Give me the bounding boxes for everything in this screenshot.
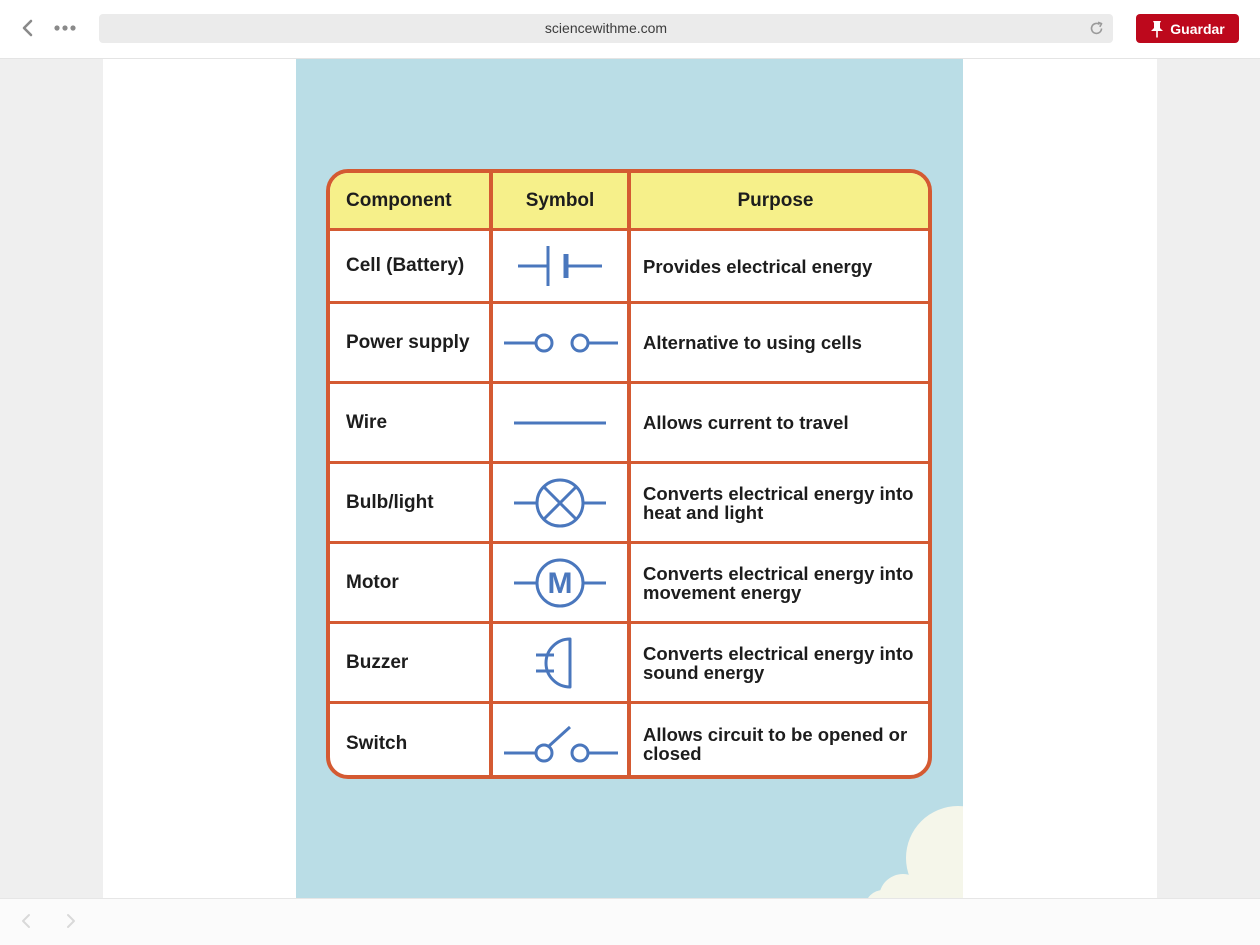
back-button[interactable] (14, 14, 42, 42)
table-row (330, 541, 928, 621)
table-row (330, 621, 928, 701)
address-bar[interactable] (99, 14, 1113, 43)
table-row (330, 461, 928, 541)
table-row (330, 701, 928, 779)
header-symbol: Symbol (493, 173, 631, 228)
wire-symbol-icon (510, 413, 610, 433)
component-purpose: Allows circuit to be opened or closed (643, 723, 908, 764)
save-button-label: Guardar (1170, 20, 1225, 37)
bottom-navigation-bar (0, 898, 1260, 945)
chevron-right-icon (61, 911, 81, 931)
pin-closeup-panel (103, 59, 1157, 898)
symbol-cell (493, 544, 631, 621)
component-purpose: Converts electrical energy into sound energy (643, 642, 914, 683)
symbol-cell (493, 384, 631, 461)
cloud-illustration (863, 798, 963, 898)
table-row (330, 301, 928, 381)
component-purpose: Provides electrical energy (643, 255, 873, 277)
symbol-cell (493, 231, 631, 301)
component-name: Buzzer (330, 624, 493, 701)
symbol-cell (493, 624, 631, 701)
component-name: Bulb/light (330, 464, 493, 541)
table-row (330, 228, 928, 301)
motor-symbol-letter: M (547, 566, 573, 600)
previous-pin-button[interactable] (16, 911, 36, 931)
next-pin-button[interactable] (61, 911, 81, 931)
pushpin-icon (1150, 20, 1164, 38)
more-options-button[interactable] (52, 14, 80, 42)
browser-toolbar (0, 0, 1260, 59)
reload-button[interactable] (1088, 20, 1105, 37)
component-name: Power supply (330, 304, 493, 381)
save-button[interactable] (1136, 14, 1239, 43)
component-name: Wire (330, 384, 493, 461)
header-purpose: Purpose (737, 190, 814, 211)
cell-symbol-icon (510, 241, 610, 291)
symbol-cell (493, 464, 631, 541)
buzzer-symbol-icon (530, 635, 590, 691)
power-supply-symbol-icon (500, 323, 620, 363)
circuit-symbols-table (326, 169, 932, 779)
header-component: Component (330, 173, 493, 228)
chevron-left-icon (14, 14, 42, 42)
component-name: Switch (330, 704, 493, 779)
component-name: Motor (330, 544, 493, 621)
component-purpose: Alternative to using cells (643, 332, 862, 353)
chevron-left-icon (16, 911, 36, 931)
symbol-cell (493, 704, 631, 779)
component-purpose: Allows current to travel (643, 412, 849, 433)
table-row (330, 381, 928, 461)
pin-image[interactable] (296, 59, 963, 898)
symbol-cell (493, 304, 631, 381)
bulb-symbol-icon (510, 475, 610, 531)
motor-symbol-icon (510, 555, 610, 611)
url-text: sciencewithme.com (544, 20, 668, 36)
switch-symbol-icon (500, 719, 620, 769)
ellipsis-icon (52, 14, 80, 42)
component-name: Cell (Battery) (330, 231, 493, 301)
component-purpose: Converts electrical energy into movement energy (643, 562, 914, 603)
reload-icon (1088, 20, 1105, 37)
component-purpose: Converts electrical energy into heat and light (643, 482, 914, 523)
table-header-row (330, 173, 928, 228)
